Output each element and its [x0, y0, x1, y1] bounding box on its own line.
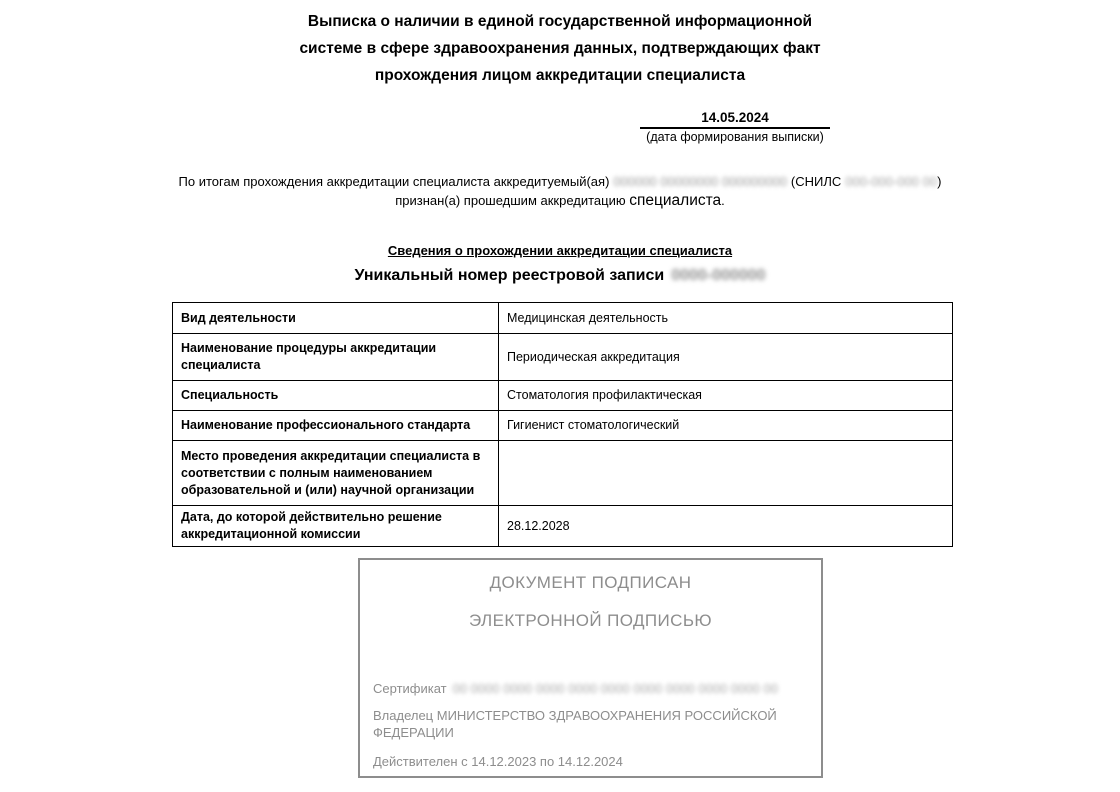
intro-line1-suffix: )	[937, 174, 942, 189]
electronic-signature-box	[358, 558, 823, 778]
table-row	[173, 506, 953, 547]
row-label-activity-type: Вид деятельности	[173, 303, 499, 334]
redacted-certificate-number: 00 0000 0000 0000 0000 0000 0000 0000 0000 0000 00	[452, 681, 778, 696]
row-value-accreditation-place	[499, 441, 953, 506]
certificate-owner-line: Владелец МИНИСТЕРСТВО ЗДРАВООХРАНЕНИЯ РОССИЙСКОЙ ФЕДЕРАЦИИ	[373, 708, 777, 740]
certificate-label: Сертификат	[373, 681, 447, 696]
accreditation-details-table	[172, 302, 953, 547]
row-value-valid-until-date: 28.12.2028	[499, 506, 953, 547]
document-title	[0, 8, 1120, 89]
extract-date: 14.05.2024	[640, 110, 830, 129]
signature-header-line2: ЭЛЕКТРОННОЙ ПОДПИСЬЮ	[469, 611, 712, 630]
section-header: Сведения о прохождении аккредитации специалиста	[387, 243, 733, 258]
redacted-snils-number: 000-000-000 00	[845, 174, 938, 189]
intro-line2-suffix: .	[721, 193, 725, 208]
row-value-activity-type: Медицинская деятельность	[499, 303, 953, 334]
row-label-specialty: Специальность	[173, 381, 499, 411]
row-value-professional-standard: Гигиенист стоматологический	[499, 411, 953, 441]
table-row	[173, 303, 953, 334]
title-line-3: прохождения лицом аккредитации специалиста	[374, 67, 746, 84]
certificate-line	[373, 680, 808, 697]
row-label-accreditation-place: Место проведения аккредитации специалиста в соответствии с полным наименованием образовательной и (или) научной организации	[173, 441, 499, 506]
title-line-1: Выписка о наличии в единой государственной информационной	[307, 13, 813, 30]
registry-number-line	[0, 267, 1120, 285]
specialist-emphasis: специалиста	[629, 192, 722, 209]
row-value-specialty: Стоматология профилактическая	[499, 381, 953, 411]
intro-line-2	[0, 191, 1120, 210]
redacted-registry-number: 0000-000000	[671, 267, 766, 284]
snils-label: (СНИЛС	[790, 174, 842, 189]
certificate-validity-line: Действителен с 14.12.2023 по 14.12.2024	[373, 754, 623, 769]
row-label-valid-until-date: Дата, до которой действительно решение аккредитационной комиссии	[173, 506, 499, 547]
intro-line2-prefix: признан(а) прошедшим аккредитацию	[395, 193, 630, 208]
date-block	[640, 110, 830, 144]
table-row	[173, 334, 953, 381]
table-row	[173, 411, 953, 441]
row-value-procedure-name: Периодическая аккредитация	[499, 334, 953, 381]
table-row	[173, 441, 953, 506]
table-row	[173, 381, 953, 411]
intro-line1-prefix: По итогам прохождения аккредитации специалиста аккредитуемый(ая)	[178, 174, 610, 189]
intro-paragraph	[0, 172, 1120, 210]
title-line-2: системе в сфере здравоохранения данных, подтверждающих факт	[299, 40, 821, 57]
intro-line-1	[0, 172, 1120, 191]
row-label-professional-standard: Наименование профессионального стандарта	[173, 411, 499, 441]
date-caption: (дата формирования выписки)	[646, 130, 824, 144]
registry-number-label: Уникальный номер реестровой записи	[354, 267, 665, 284]
redacted-person-name: 000000 00000000 000000000	[613, 174, 787, 189]
signature-header-line1: ДОКУМЕНТ ПОДПИСАН	[489, 573, 692, 592]
row-label-procedure-name: Наименование процедуры аккредитации специалиста	[173, 334, 499, 381]
